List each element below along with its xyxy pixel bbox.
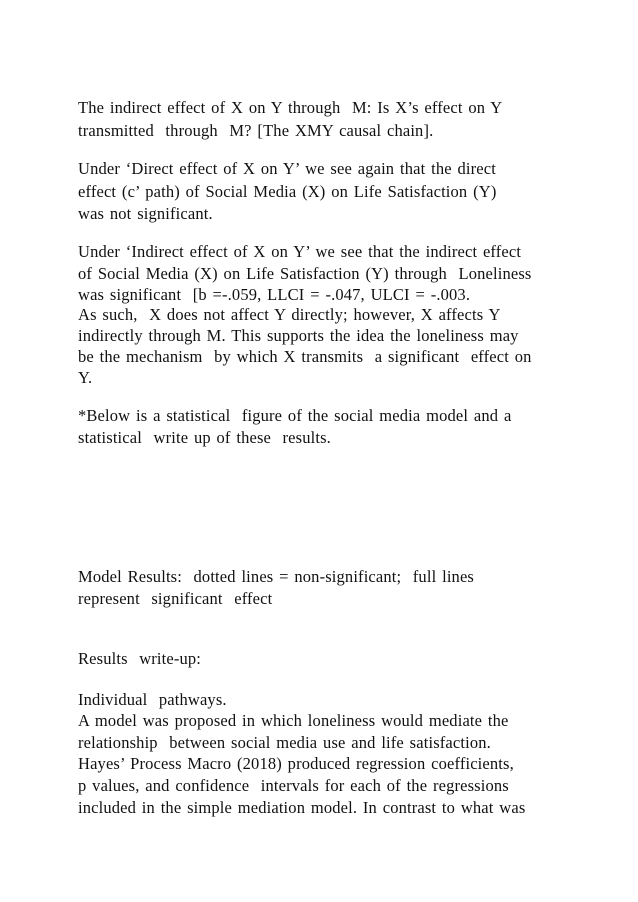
text-line: was not significant. — [78, 204, 213, 223]
text-line: relationship between social media use and life satisfaction. — [78, 733, 491, 752]
text-line: was significant [b =-.059, LLCI = -.047, ULCI = -.003. — [78, 285, 471, 304]
text-line: Under ‘Indirect effect of X on Y’ we see that the indirect effect — [78, 242, 522, 261]
text-line: included in the simple mediation model. In contrast to what was — [78, 798, 526, 817]
text-line: effect (c’ path) of Social Media (X) on Life Satisfaction (Y) — [78, 182, 497, 201]
text-line: statistical write up of these results. — [78, 428, 331, 447]
text-line: p values, and confidence intervals for each of the regressions — [78, 776, 509, 795]
text-line: Hayes’ Process Macro (2018) produced regression coefficients, — [78, 754, 514, 773]
figure-caption-line: Model Results: dotted lines = non-significant; full lines — [78, 567, 474, 586]
text-line: be the mechanism by which X transmits a significant effect on — [78, 347, 532, 366]
text-line: The indirect effect of X on Y through M: Is X’s effect on Y — [78, 98, 503, 117]
text-line: Under ‘Direct effect of X on Y’ we see again that the direct — [78, 159, 496, 178]
subsection-heading: Individual pathways. — [78, 690, 227, 709]
text-line: *Below is a statistical figure of the social media model and a — [78, 406, 512, 425]
text-line: A model was proposed in which loneliness would mediate the — [78, 711, 509, 730]
section-heading: Results write-up: — [78, 649, 202, 668]
text-line: of Social Media (X) on Life Satisfaction (Y) through Loneliness — [78, 264, 532, 283]
text-line: As such, X does not affect Y directly; however, X affects Y — [78, 305, 501, 324]
figure-caption-line: represent significant effect — [78, 589, 273, 608]
text-line: transmitted through M? [The XMY causal chain]. — [78, 121, 434, 140]
text-line: Y. — [78, 368, 93, 387]
text-line: indirectly through M. This supports the idea the loneliness may — [78, 326, 519, 345]
